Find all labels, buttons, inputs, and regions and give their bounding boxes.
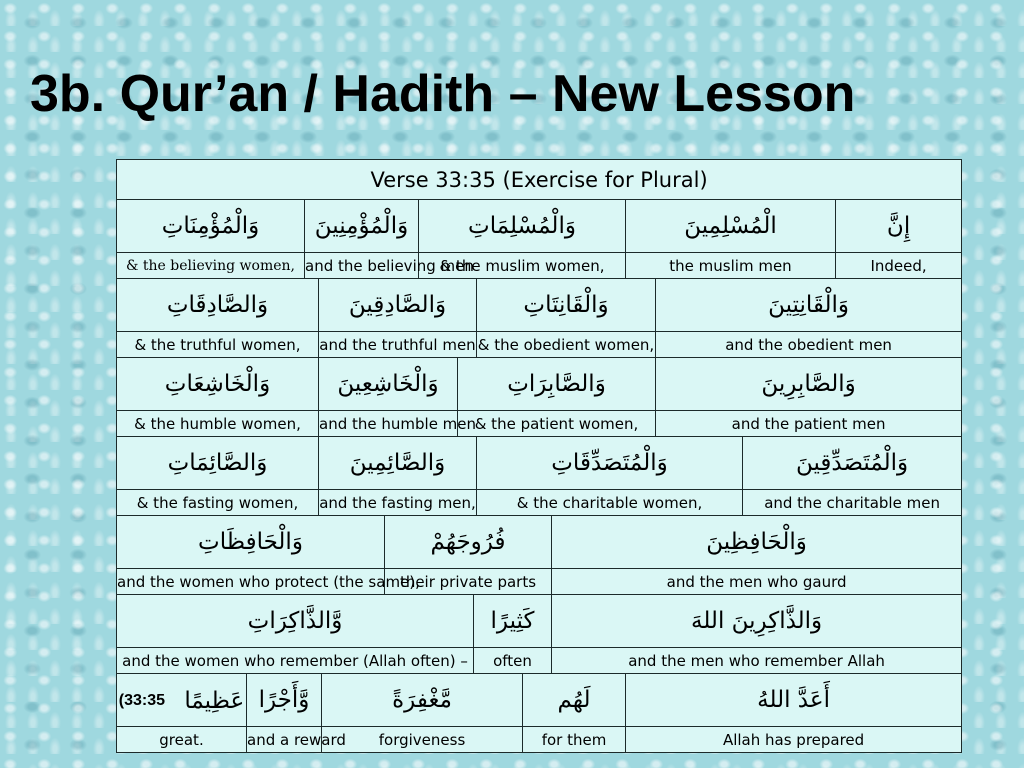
arabic-word: عَظِيمًا	[184, 687, 245, 714]
arabic-word: وَالْمُتَصَدِّقَاتِ	[477, 437, 743, 490]
english-gloss: & the muslim women,	[419, 253, 626, 279]
english-gloss: & the charitable women,	[477, 490, 743, 516]
arabic-row-4	[117, 437, 962, 490]
arabic-word: وَالصَّائِمَاتِ	[117, 437, 319, 490]
verse-reference: (33:35	[118, 691, 166, 709]
arabic-word: وَالْحَافِظَاتِ	[117, 516, 385, 569]
english-gloss: and the men who gaurd	[552, 569, 962, 595]
arabic-word: وَالصَّابِرِينَ	[656, 358, 962, 411]
arabic-word: وَّأَجْرًا	[247, 674, 322, 727]
arabic-word: وَالصَّادِقَاتِ	[117, 279, 319, 332]
arabic-word: وَالصَّابِرَاتِ	[458, 358, 656, 411]
arabic-word: وَّالذَّاكِرَاتِ	[117, 595, 474, 648]
arabic-row-1	[117, 200, 962, 253]
english-gloss: for them	[523, 727, 626, 753]
arabic-word-with-ref	[117, 674, 247, 727]
english-row-1	[117, 253, 962, 279]
english-gloss: the muslim men	[626, 253, 836, 279]
english-gloss: and the believing men	[305, 253, 419, 279]
arabic-word: وَالْحَافِظِينَ	[552, 516, 962, 569]
english-gloss: their private parts	[385, 569, 552, 595]
english-gloss: and a reward	[247, 727, 322, 753]
arabic-word: وَالْمُتَصَدِّقِينَ	[743, 437, 962, 490]
arabic-word: وَالْقَانِتِينَ	[656, 279, 962, 332]
english-row-3	[117, 411, 962, 437]
arabic-word: وَالصَّائِمِينَ	[319, 437, 477, 490]
english-row-6	[117, 648, 962, 674]
arabic-word: كَثِيرًا	[474, 595, 552, 648]
english-gloss: & the truthful women,	[117, 332, 319, 358]
english-gloss: & the patient women,	[458, 411, 656, 437]
english-row-5	[117, 569, 962, 595]
arabic-word: الْمُسْلِمِينَ	[626, 200, 836, 253]
arabic-word: وَالذَّاكِرِينَ اللهَ	[552, 595, 962, 648]
english-gloss: great.	[117, 727, 247, 753]
english-row-7	[117, 727, 962, 753]
english-gloss: Allah has prepared	[626, 727, 962, 753]
english-gloss: forgiveness	[322, 727, 523, 753]
english-gloss: and the truthful men	[319, 332, 477, 358]
english-gloss: and the patient men	[656, 411, 962, 437]
arabic-word: أَعَدَّ اللهُ	[626, 674, 962, 727]
arabic-word: مَّغْفِرَةً	[322, 674, 523, 727]
english-gloss: and the men who remember Allah	[552, 648, 962, 674]
english-gloss: and the women who protect (the same),	[117, 569, 385, 595]
english-gloss: & the obedient women,	[477, 332, 656, 358]
english-gloss: & the fasting women,	[117, 490, 319, 516]
english-gloss: and the fasting men,	[319, 490, 477, 516]
table-header: Verse 33:35 (Exercise for Plural)	[117, 160, 962, 200]
english-gloss: and the humble men	[319, 411, 458, 437]
english-gloss: and the obedient men	[656, 332, 962, 358]
english-row-2	[117, 332, 962, 358]
arabic-word: فُرُوجَهُمْ	[385, 516, 552, 569]
arabic-word: وَالْمُؤْمِنَاتِ	[117, 200, 305, 253]
arabic-row-2	[117, 279, 962, 332]
verse-table	[116, 159, 962, 753]
english-row-4	[117, 490, 962, 516]
arabic-word: إِنَّ	[836, 200, 962, 253]
arabic-word: وَالصَّادِقِينَ	[319, 279, 477, 332]
arabic-row-3	[117, 358, 962, 411]
arabic-word: وَالْخَاشِعِينَ	[319, 358, 458, 411]
header-row	[117, 160, 962, 200]
arabic-word: وَالْقَانِتَاتِ	[477, 279, 656, 332]
english-gloss: often	[474, 648, 552, 674]
english-gloss: and the charitable men	[743, 490, 962, 516]
english-gloss: & the believing women,	[117, 253, 305, 279]
english-gloss: and the women who remember (Allah often) –	[117, 648, 474, 674]
slide-title: 3b. Qur’an / Hadith – New Lesson	[30, 65, 856, 123]
arabic-word: وَالْمُؤْمِنِينَ	[305, 200, 419, 253]
arabic-word: وَالْخَاشِعَاتِ	[117, 358, 319, 411]
arabic-word: وَالْمُسْلِمَاتِ	[419, 200, 626, 253]
arabic-row-5	[117, 516, 962, 569]
arabic-row-7	[117, 674, 962, 727]
english-gloss: Indeed,	[836, 253, 962, 279]
english-gloss: & the humble women,	[117, 411, 319, 437]
arabic-word: لَهُم	[523, 674, 626, 727]
arabic-row-6	[117, 595, 962, 648]
